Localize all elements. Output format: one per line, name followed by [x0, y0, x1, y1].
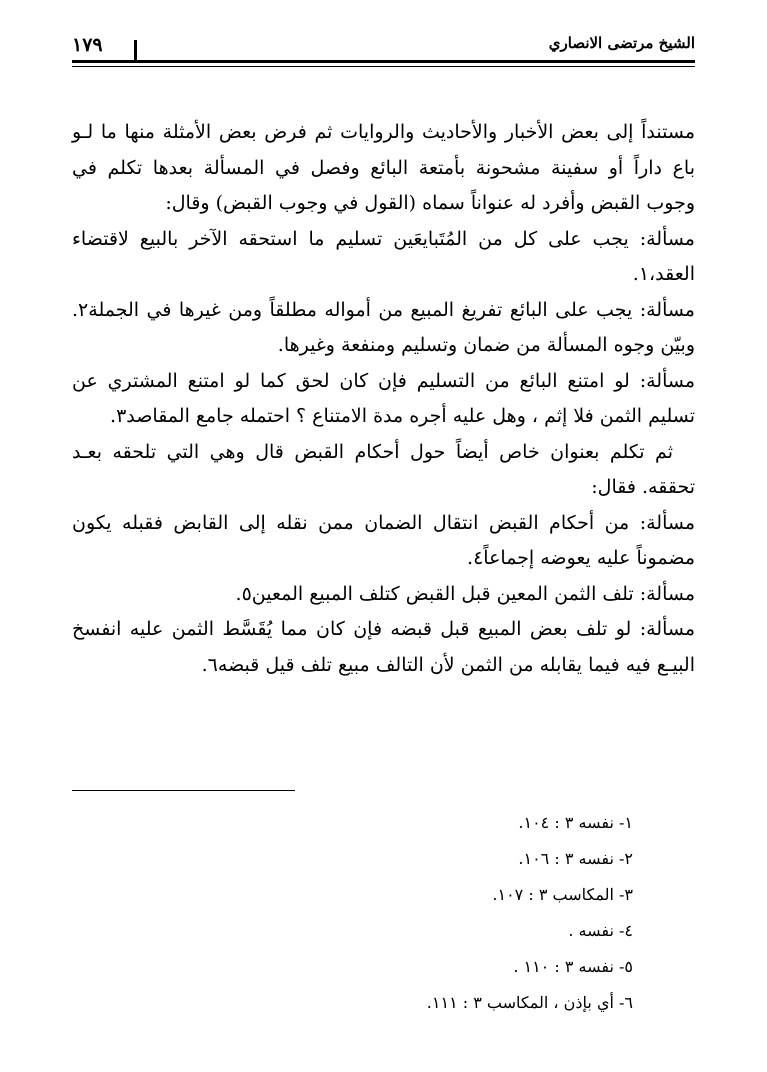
page-header — [72, 30, 695, 70]
header-rule — [72, 60, 695, 63]
paragraph-issue-6: مسألة: لو تلف بعض المبيع قبل قبضه فإن كان مما يُقَسَّط الثمن عليه انفسخ البيـع فيه فيما يقابله من الثمن لأن التالف مبيع تلف قيل قبضه٦. — [72, 618, 695, 676]
paragraph-issue-4: مسألة: من أحكام القبض انتقال الضمان ممن نقله إلى القابض فقبله يكون مضموناً عليه يعوضه إجماعاً٤. — [72, 511, 695, 569]
paragraph-issue-2: مسألة: يجب على البائع تفريغ المبيع من أمواله مطلقاً ومن غيرها في الجملة٢. وبيّن وجوه المسألة من ضمان وتسليم ومنفعة وغيرها. — [72, 298, 695, 356]
page-number-mark — [134, 40, 137, 62]
footnote-separator — [72, 790, 295, 791]
main-text — [72, 115, 695, 683]
footnote-item: ٢- نفسه ٣ : ١٠٦. — [518, 849, 633, 868]
page-number: ١٧٩ — [72, 34, 103, 56]
running-title: الشيخ مرتضى الانصاري — [548, 34, 695, 52]
paragraph-issue-1: مسألة: يجب على كل من المُتَبايعَين تسليم ما استحقه الآخر بالبيع لاقتضاء العقد،١. — [72, 227, 695, 285]
footnotes — [72, 805, 695, 1021]
paragraph-transition: ثم تكلم بعنوان خاص أيضاً حول أحكام القبض قال وهي التي تلحقه بعـد تحققه. فقال: — [72, 440, 695, 498]
paragraph-issue-5: مسألة: تلف الثمن المعين قبل القبض كتلف المبيع المعين٥. — [235, 582, 695, 605]
header-rule-thin — [72, 66, 695, 67]
paragraph-issue-3: مسألة: لو امتنع البائع من التسليم فإن كان لحق كما لو امتنع المشتري عن تسليم الثمن فلا إثم ، وهل عليه أجره مدة الامتناع ؟ احتمله جامع المقاصد٣. — [72, 369, 695, 427]
footnote-item: ٦- أي بإذن ، المكاسب ٣ : ١١١. — [426, 993, 633, 1012]
footnote-item: ١- نفسه ٣ : ١٠٤. — [518, 813, 633, 832]
footnote-item: ٥- نفسه ٣ : ١١٠ . — [513, 957, 633, 976]
footnote-item: ٤- نفسه . — [568, 921, 633, 940]
footnote-item: ٣- المكاسب ٣ : ١٠٧. — [492, 885, 633, 904]
paragraph-intro: مستنداً إلى بعض الأخبار والأحاديث والروايات ثم فرض بعض الأمثلة منها ما لـو باع داراً أو سفينة مشحونة بأمتعة البائع وفصل في المسألة بعدها تكلم في وجوب القبض وأفرد له عنواناً سماه (القول في وجوب القبض) وقال: — [72, 121, 695, 214]
